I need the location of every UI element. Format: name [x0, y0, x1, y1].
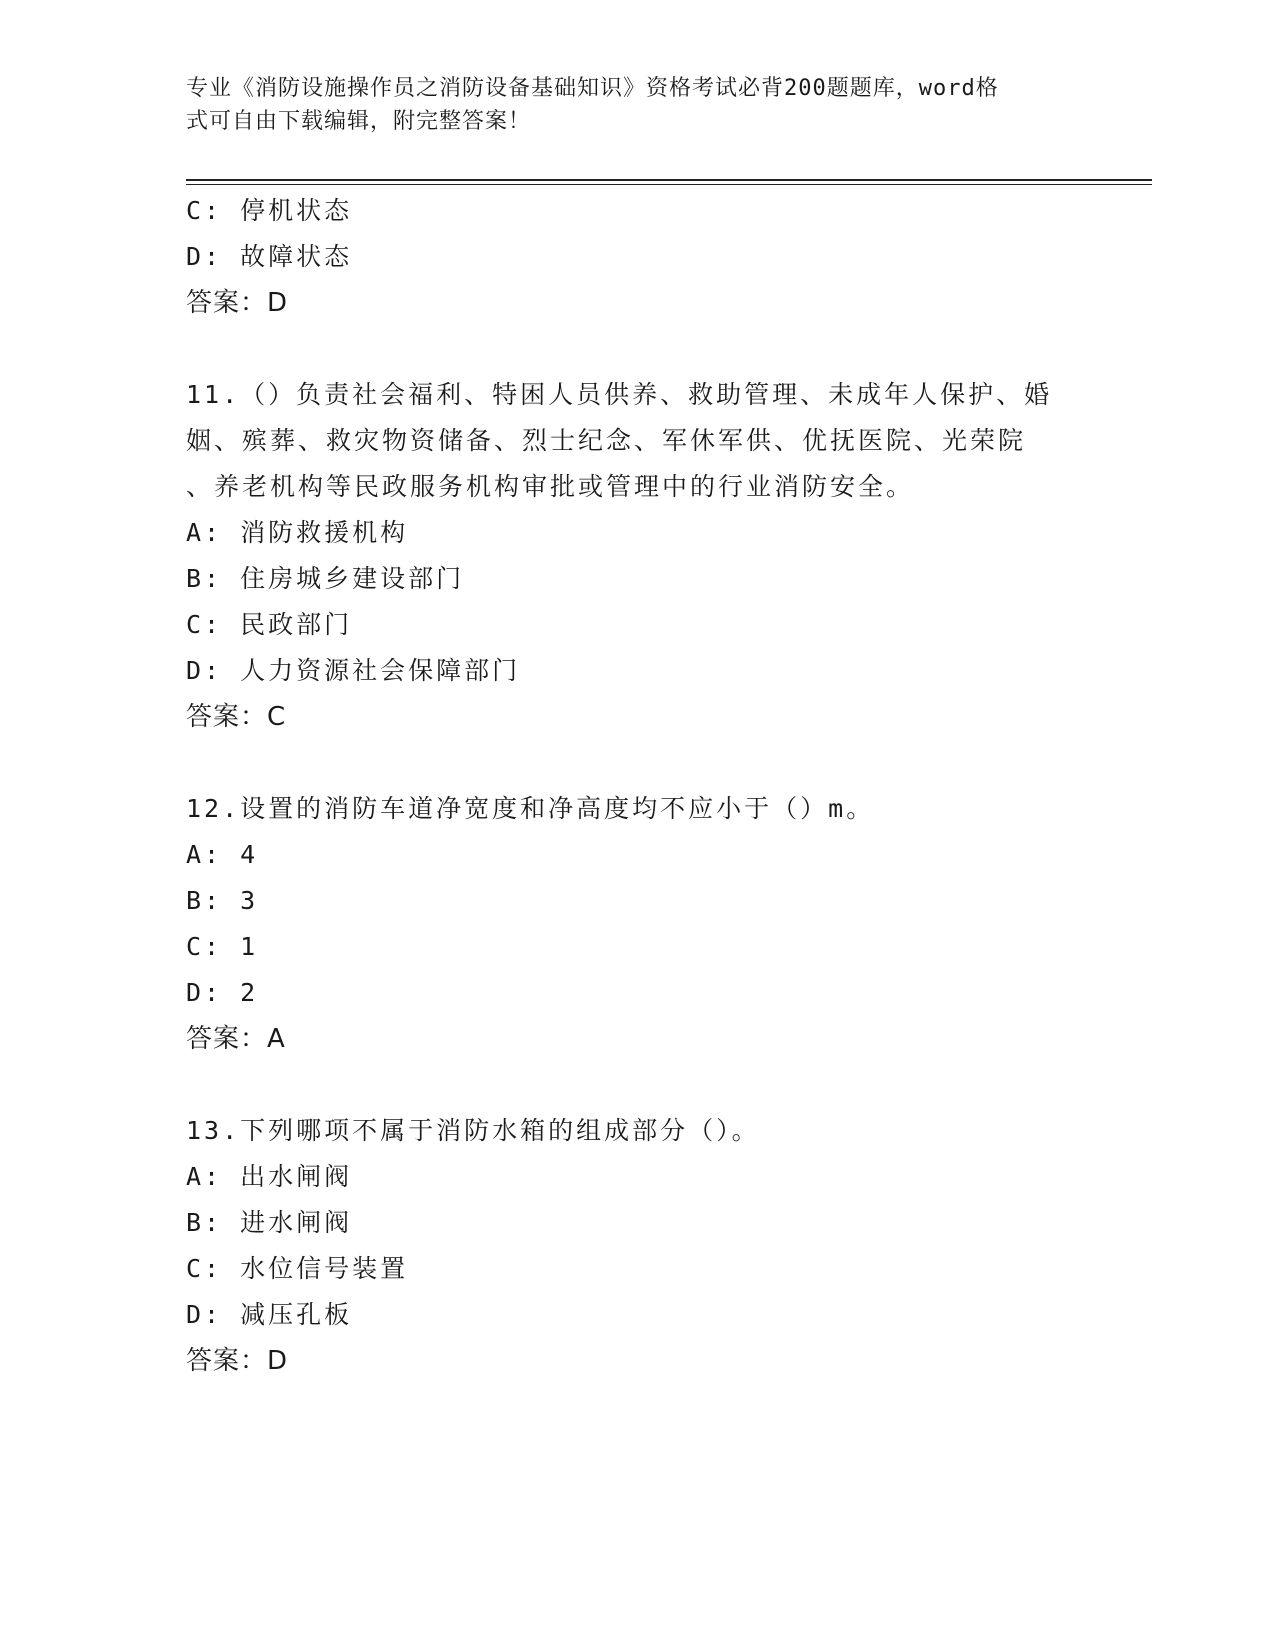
question-stem-line: 13.下列哪项不属于消防水箱的组成部分（）。 — [186, 1116, 760, 1145]
option-c: C: 1 — [186, 932, 259, 961]
document-body — [186, 188, 1106, 1384]
option-b: B: 住房城乡建设部门 — [186, 564, 465, 593]
option-c: C: 民政部门 — [186, 610, 353, 639]
header-line-2: 式可自由下载编辑，附完整答案！ — [186, 109, 532, 134]
option-d: D: 2 — [186, 978, 259, 1007]
option-b: B: 进水闸阀 — [186, 1208, 353, 1237]
option-d: D: 人力资源社会保障部门 — [186, 656, 521, 685]
option-c: C: 停机状态 — [186, 196, 353, 225]
option-d: D: 故障状态 — [186, 242, 353, 271]
option-c: C: 水位信号装置 — [186, 1254, 409, 1283]
question-spacer — [186, 1062, 1106, 1108]
option-a: A: 消防救援机构 — [186, 518, 409, 547]
header-line-1: 专业《消防设施操作员之消防设备基础知识》资格考试必背200题题库，word格 — [186, 76, 999, 101]
option-a: A: 4 — [186, 840, 259, 869]
question-block-12 — [186, 786, 1106, 1062]
document-header — [186, 72, 1066, 138]
answer-line: 答案：C — [186, 702, 287, 732]
option-d: D: 减压孔板 — [186, 1300, 353, 1329]
question-spacer — [186, 740, 1106, 786]
header-divider-thin — [186, 184, 1152, 185]
question-block-11 — [186, 372, 1106, 740]
question-block-previous — [186, 188, 1106, 326]
option-a: A: 出水闸阀 — [186, 1162, 353, 1191]
question-stem-line: 姻、殡葬、救灾物资储备、烈士纪念、军休军供、优抚医院、光荣院 — [186, 426, 1027, 455]
question-stem-line: 、养老机构等民政服务机构审批或管理中的行业消防安全。 — [186, 472, 915, 501]
question-stem-line: 11.（）负责社会福利、特困人员供养、救助管理、未成年人保护、婚 — [186, 380, 1053, 409]
question-stem-line: 12.设置的消防车道净宽度和净高度均不应小于（）m。 — [186, 794, 875, 823]
answer-line: 答案：D — [186, 1346, 289, 1376]
answer-line: 答案：D — [186, 288, 289, 318]
answer-line: 答案：A — [186, 1024, 286, 1054]
question-spacer — [186, 326, 1106, 372]
question-block-13 — [186, 1108, 1106, 1384]
option-b: B: 3 — [186, 886, 259, 915]
header-divider-thick — [186, 179, 1152, 181]
